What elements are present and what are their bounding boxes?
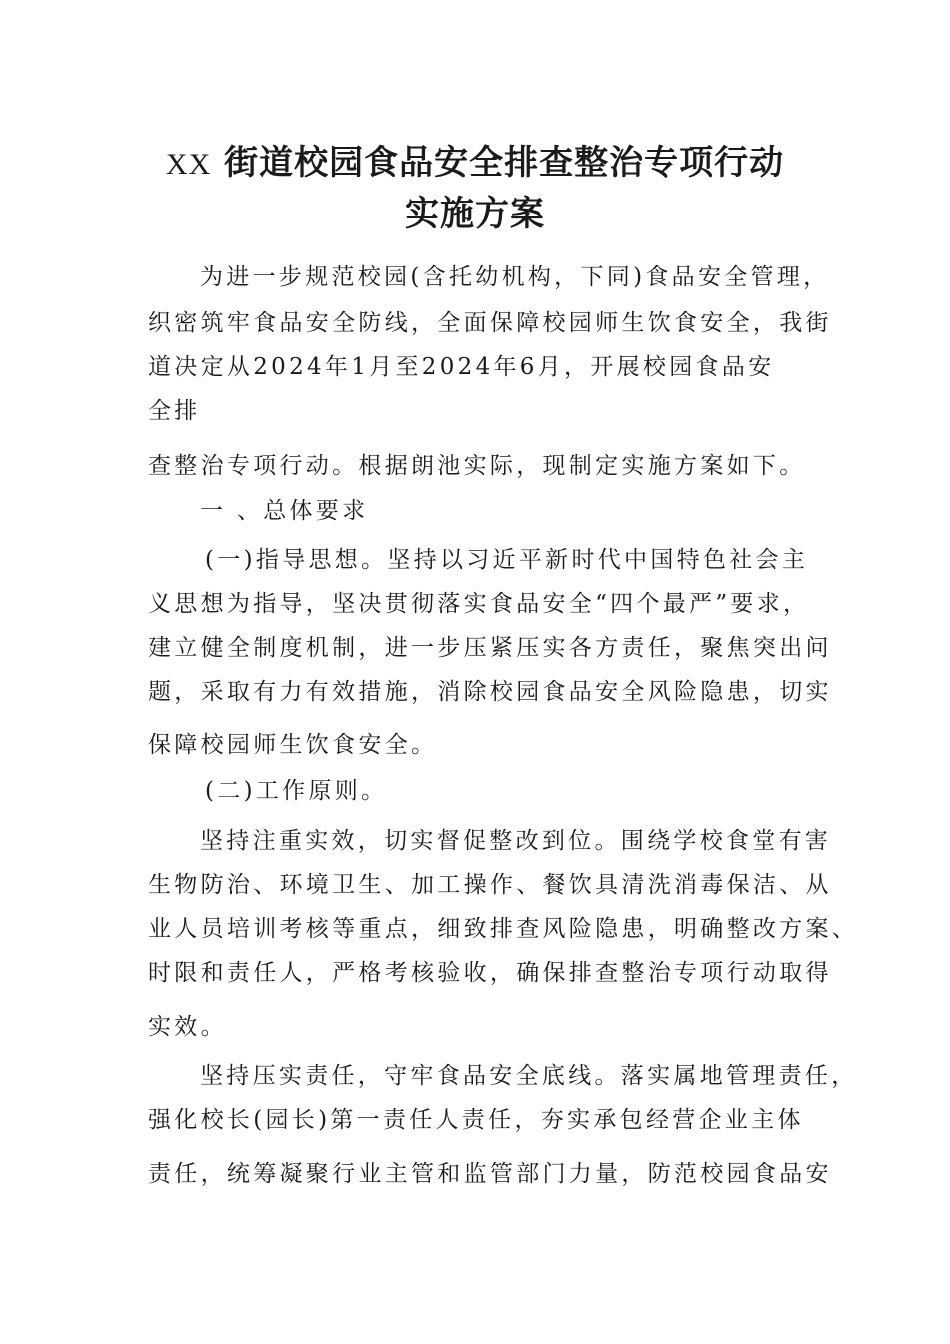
body-line: 坚持压实责任，守牢食品安全底线。落实属地管理责任， — [200, 1063, 858, 1089]
subsection-heading: (一)指导思想。坚持以习近平新时代中国特色社会主 — [205, 547, 809, 573]
body-line: 实效。 — [148, 1014, 227, 1040]
body-line: 义思想为指导，坚决贯彻落实食品安全“四个最严”要求， — [148, 591, 810, 617]
body-line: 建立健全制度机制，进一步压紧压实各方责任，聚焦突出问 — [148, 635, 832, 661]
title-prefix: XX — [165, 148, 212, 181]
document-title-line-1 — [0, 143, 950, 185]
body-line: 业人员培训考核等重点，细致排查风险隐患，明确整改方案、 — [148, 916, 859, 942]
body-line: 为进一步规范校园(含托幼机构，下同)食品安全管理， — [200, 264, 830, 290]
body-line: 织密筑牢食品安全防线，全面保障校园师生饮食安全，我街 — [148, 310, 832, 336]
body-line: 全排 — [148, 398, 201, 424]
body-line: 生物防治、环境卫生、加工操作、餐饮具清洗消毒保洁、从 — [148, 872, 832, 898]
body-line: 强化校长(园长)第一责任人责任，夯实承包经营企业主体 — [148, 1107, 804, 1133]
body-line: 保障校园师生饮食安全。 — [148, 732, 438, 758]
body-line: 坚持注重实效，切实督促整改到位。围绕学校食堂有害 — [200, 828, 832, 854]
body-line: 时限和责任人，严格考核验收，确保排查整治专项行动取得 — [148, 960, 832, 986]
body-line: 查整治专项行动。根据朗池实际，现制定实施方案如下。 — [148, 453, 806, 479]
body-line: 责任，统筹凝聚行业主管和监管部门力量，防范校园食品安 — [148, 1161, 832, 1187]
document-title-line-2: 实施方案 — [405, 194, 545, 234]
body-line: 道决定从2024年1月至2024年6月，开展校园食品安 — [148, 354, 775, 380]
subsection-heading: (二)工作原则。 — [205, 778, 388, 804]
body-line: 题，采取有力有效措施，消除校园食品安全风险隐患，切实 — [148, 679, 832, 705]
section-heading: 一 、总体要求 — [200, 498, 369, 524]
title-main: 街道校园食品安全排查整治专项行动 — [224, 143, 785, 183]
